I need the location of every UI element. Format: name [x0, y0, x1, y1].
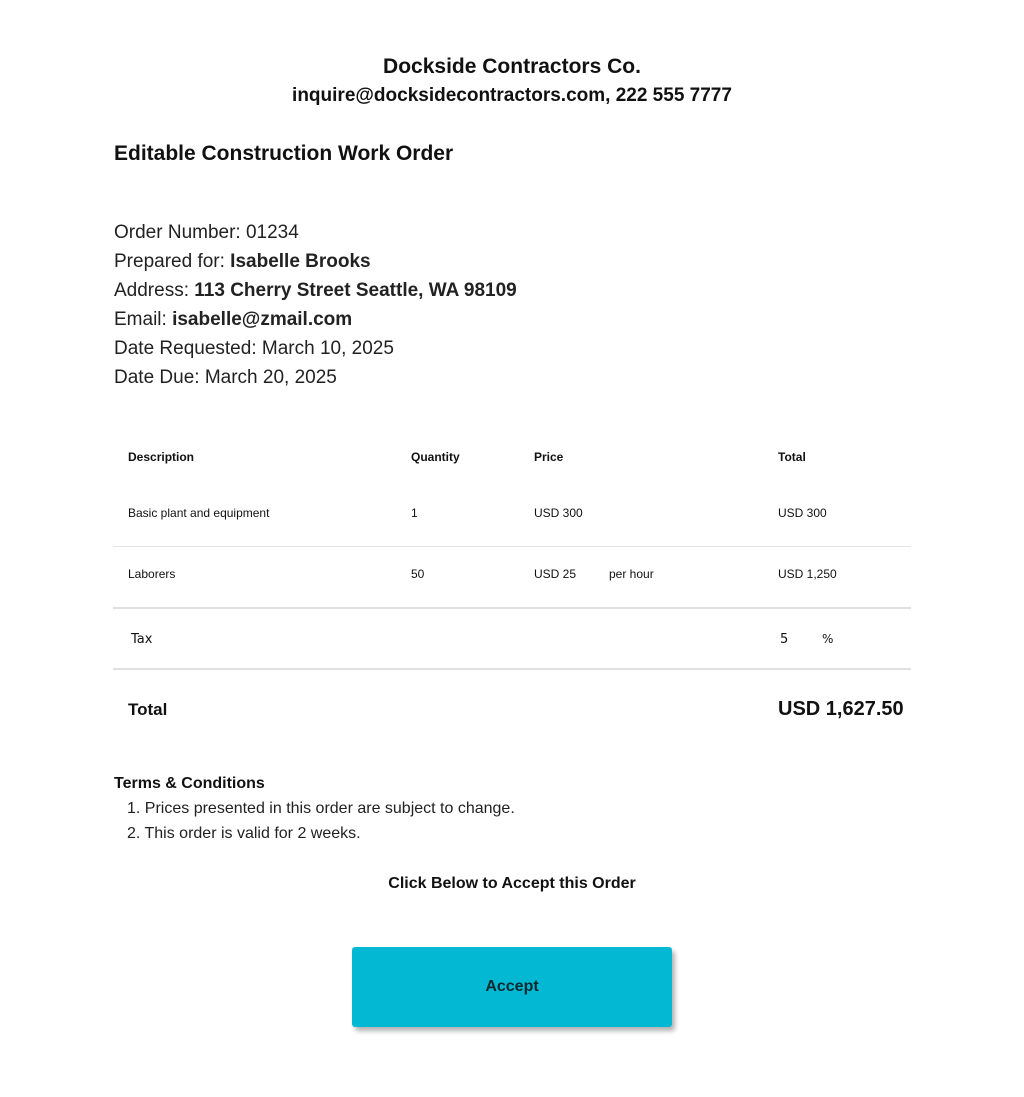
- row-description[interactable]: Laborers: [128, 567, 176, 581]
- order-number: [114, 222, 299, 244]
- tax-unit: %: [822, 632, 834, 646]
- address-label: Address:: [114, 280, 195, 301]
- date-requested: [114, 338, 394, 360]
- row-quantity[interactable]: 1: [411, 506, 418, 520]
- row-divider: [113, 607, 911, 609]
- prepared-for: [114, 251, 371, 273]
- date-due-label: Date Due:: [114, 367, 205, 388]
- email: [114, 309, 352, 331]
- header-price: Price: [534, 450, 564, 464]
- company-name: Dockside Contractors Co.: [383, 55, 641, 78]
- terms-title: Terms & Conditions: [114, 775, 265, 792]
- row-description[interactable]: Basic plant and equipment: [128, 506, 270, 520]
- date-requested-value: March 10, 2025: [261, 338, 394, 359]
- date-requested-label: Date Requested:: [114, 338, 262, 359]
- accept-button[interactable]: Accept: [352, 947, 672, 1027]
- address: [114, 280, 517, 302]
- order-number-value: 01234: [245, 222, 299, 243]
- row-total: USD 300: [778, 506, 827, 520]
- row-divider: [113, 546, 911, 547]
- terms-item: 1. Prices presented in this order are subject to change.: [127, 800, 515, 817]
- header-total: Total: [778, 450, 806, 464]
- row-quantity[interactable]: 50: [411, 567, 425, 581]
- row-divider: [113, 668, 911, 670]
- accept-prompt: Click Below to Accept this Order: [388, 875, 636, 892]
- email-value: isabelle@zmail.com: [172, 309, 353, 330]
- terms-item: 2. This order is valid for 2 weeks.: [127, 825, 361, 842]
- prepared-for-label: Prepared for:: [114, 251, 231, 272]
- tax-value[interactable]: 5: [780, 632, 789, 647]
- date-due-value: March 20, 2025: [204, 367, 337, 388]
- tax-label: Tax: [131, 632, 153, 647]
- total-value: USD 1,627.50: [778, 698, 904, 720]
- page-title: Editable Construction Work Order: [114, 142, 454, 165]
- row-price[interactable]: USD 25: [534, 567, 577, 581]
- prepared-for-value: Isabelle Brooks: [230, 251, 371, 272]
- header-quantity: Quantity: [411, 450, 460, 464]
- row-unit: per hour: [609, 567, 654, 581]
- address-value: 113 Cherry Street Seattle, WA 98109: [194, 280, 517, 301]
- company-contact: inquire@docksidecontractors.com, 222 555 7777: [292, 85, 732, 106]
- header-description: Description: [128, 450, 195, 464]
- date-due: [114, 367, 337, 389]
- total-label: Total: [128, 700, 168, 719]
- row-price[interactable]: USD 300: [534, 506, 583, 520]
- order-number-label: Order Number:: [114, 222, 246, 243]
- email-label: Email:: [114, 309, 173, 330]
- row-total: USD 1,250: [778, 567, 837, 581]
